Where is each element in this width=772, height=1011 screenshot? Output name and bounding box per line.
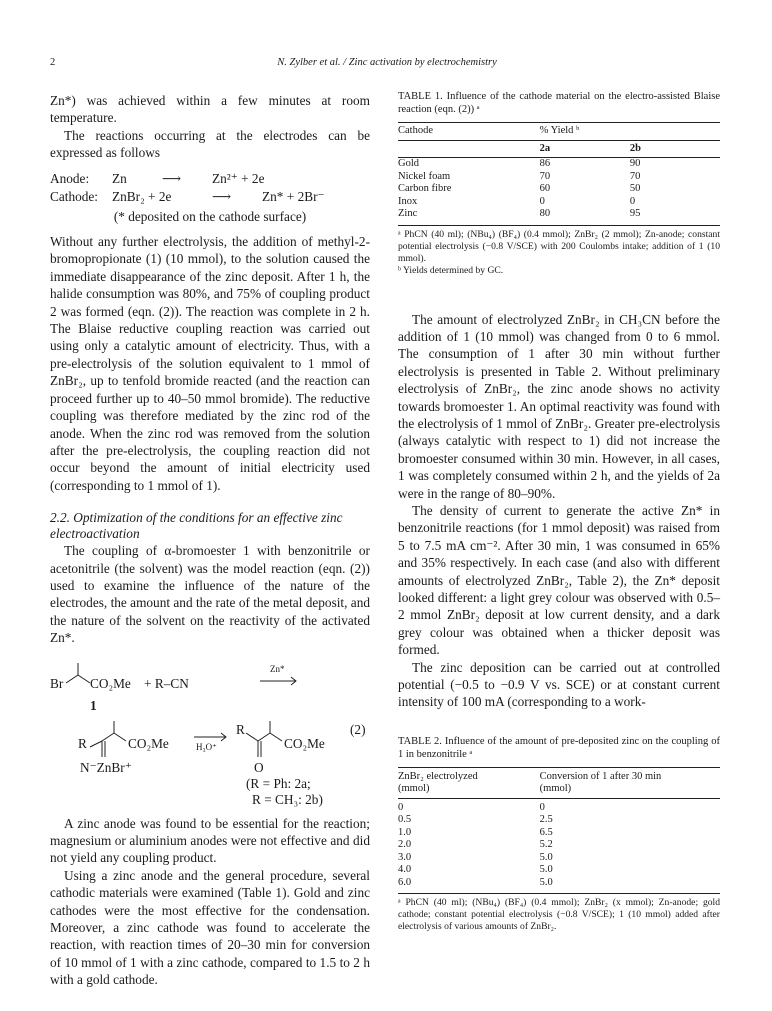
cell: 1.0 [398,826,412,838]
table-row [398,798,720,814]
deposit-note: (* deposited on the cathode surface) [113,208,307,224]
paragraph: The density of current to generate the active Zn* in benzonitrile reactions (for 1 mmol deposit) was raised from 5 to 7.5 mA cm⁻². After 30 min, 1 was consumed in 65% and 35% respectively. In each case (and also with different amounts of electrolyzed ZnBr₂, Table 2), the Zn* deposit looked different: a light grey colour was observed with 0.5–2 mmol ZnBr₂ deposit at low current density, and a dark grey colour was obtained when a thicker deposit was formed. [398,502,720,658]
paragraph: Using a zinc anode and the general procedure, several cathodic materials were examined (Table 1). Gold and zinc cathodes were the most effective for the condensation. Moreover, a zinc cathode was found to accelerate the reaction, with reaction times of 20–30 min for conversion of 10 mmol of 1 with a zinc cathode, compared to 1.5 to 2 h with a gold cathode. [50,867,370,988]
equation-number: (2) [350,721,366,737]
cell: 6.0 [398,876,412,888]
running-title: N. Zylber et al. / Zinc activation by electrochemistry [277,57,497,68]
cell: 2.0 [398,839,412,851]
cell: 86 [539,158,551,169]
table-row [398,852,720,865]
cell: 2.5 [539,814,553,826]
cathode-rhs: Zn* + 2Br⁻ [262,188,325,204]
anode-equation [50,170,370,188]
cell: 90 [629,158,641,169]
cell: Zinc [398,208,418,219]
r-group-right: R [236,721,245,737]
cathode-equation [50,188,370,206]
table-row [398,171,720,184]
header-line: ZnBr₂ electrolyzed [398,770,478,782]
nitrile-reactant: + R–CN [144,675,189,691]
cell: 0 [398,801,404,813]
condition-2b: R = CH₃: 2b) [252,791,323,807]
table-row [398,208,720,221]
column-header: Cathode [398,125,433,136]
running-header [50,57,724,71]
page-number: 2 [50,57,56,68]
cell: 70 [629,170,641,182]
table-row [398,839,720,852]
anode-label: Anode: [50,170,90,186]
paragraph: The coupling of α-bromoester 1 with benzonitrile or acetonitrile (the solvent) was the model reaction (eqn. (2)) used to examine the influence of the nature of the electrodes, the amount and the rate of the metal deposit, and the nature of the solvent on the reactivity of the activated Zn*. [50,543,370,646]
table-row [398,183,720,196]
table-1-caption: TABLE 1. Influence of the cathode material on the electro-assisted Blaise reaction (eqn. (2)) ᵃ [398,91,720,115]
table-row [398,196,720,209]
cell: 70 [539,170,551,182]
table-1-grid [398,122,720,221]
zinc-reagent: Zn* [270,663,285,674]
carbonyl-oxygen: O [254,759,264,775]
cell: 50 [629,183,641,194]
table-2-footnotes [398,893,720,933]
cell: 5.0 [539,851,553,863]
ester-right: CO₂Me [284,735,325,751]
reaction-scheme [50,661,370,807]
paragraph: Without any further electrolysis, the addition of methyl-2-bromopropionate (1) (10 mmol), to the solution caused the immediate disappearance of the zinc deposit. After 1 h, the halide consumption was 80%, and 75% of coupling product 2 was formed (eqn. (2)). The reaction was complete in 2 h. The Blaise reductive coupling reaction was carried out using only a catalytic amount of electricity. Thus, with a pre-electrolysis of the solution equivalent to 1 mmol of ZnBr₂, up to tenfold bromide reacted (and the reaction can proceed further up to 40–50 mmol bromide). The reductive coupling was therefore mediated by the zinc rod of the anode. When the zinc rod was removed from the solution after the pre-electrolysis, the coupling reaction did not occur beyond the amount of initial electricity used (corresponding to 1 mmol of 1). [50,234,370,493]
column-header: 2b [630,140,720,158]
imine-label: N⁻ZnBr⁺ [80,759,132,775]
paragraph: The reactions occurring at the electrodes can be expressed as follows [50,127,370,161]
anode-rhs: Zn²⁺ + 2e [212,170,265,186]
table-2 [398,735,720,934]
anode-arrow: ⟶ [162,170,182,186]
cell: 0.5 [398,814,412,826]
bond-line [66,675,78,683]
ester-label: CO₂Me [90,675,131,691]
cell: Inox [398,195,418,207]
cell: Carbon fibre [398,183,452,194]
footnote: ᵃ PhCN (40 ml); (NBu₄) (BF₄) (0.4 mmol); ZnBr₂ (2 mmol); Zn-anode; constant potential electrolysis (−0.8 V/SCE) with 200 Coulombs intake; addition of 1 (10 mmol). [398,228,720,264]
cell: 0 [539,801,545,813]
ester-left: CO₂Me [128,735,169,751]
table-row [398,158,720,171]
bond-line [246,733,258,741]
cell: 6.5 [539,826,553,838]
bond-line [78,675,90,683]
condition-2a: (R = Ph: 2a; [246,775,311,791]
left-column [50,92,370,989]
bond-line [270,733,282,741]
section-heading: 2.2. Optimization of the conditions for an effective zinc electroactivation [50,510,343,542]
r-group-left: R [78,735,87,751]
header-line: Conversion of 1 after 30 min [539,770,662,782]
cell: 3.0 [398,851,412,863]
paragraph: A zinc anode was found to be essential for the reaction; magnesium or aluminium anodes were not effective and did not yield any coupling product. [50,815,370,866]
cathode-arrow: ⟶ [212,188,232,204]
header-line: (mmol) [398,783,430,795]
cell: 5.2 [539,839,553,851]
electrode-equations [50,170,370,206]
cell: Gold [398,158,419,169]
bond-line [90,741,102,747]
bond-line [102,733,114,741]
cell: 95 [629,208,641,219]
header-line: (mmol) [539,783,572,795]
cell: 60 [539,183,551,194]
table-1 [398,90,720,277]
column-header [398,140,540,158]
cell: 0 [629,195,636,207]
column-header [398,767,540,798]
cell: 5.0 [539,864,553,876]
column-header [540,767,720,798]
table-2-caption: TABLE 2. Influence of the amount of pre-deposited zinc on the coupling of 1 in benzonitrile ᵃ [398,735,720,760]
paragraph: The amount of electrolyzed ZnBr₂ in CH₃CN before the addition of 1 (10 mmol) was changed from 0 to 6 mmol. The consumption of 1 after 30 min without further electrolysis is presented in Table 2. Without preliminary electrolysis of ZnBr₂, the zinc anode shows no activity towards bromoester 1. An optimal reactivity was found with the electrolysis of 1 mmol of ZnBr₂. Greater pre-electrolysis (always catalytic with respect to 1) did not increase the bromoester consumed within 30 min. However, in all cases, 1 was completely consumed within 2 h, and the yields of 2a were in the range of 80–90%. [398,311,720,501]
compound-label: 1 [90,697,97,713]
right-column [398,90,720,933]
cell: 0 [539,195,545,207]
table-row [398,864,720,877]
bond-line [258,733,270,741]
cell: 5.0 [539,876,553,888]
footnote: ᵇ Yields determined by GC. [398,264,504,276]
table-row [398,827,720,840]
paragraph: Zn*) was achieved within a few minutes at room temperature. [50,93,370,126]
hydrolysis-reagent: H₃O⁺ [196,741,217,752]
cathode-label: Cathode: [50,188,99,204]
footnote: ᵃ PhCN (40 ml); (NBu₄) (BF₄) (0.4 mmol); ZnBr₂ (x mmol); Zn-anode; gold cathode; constant potential electrolysis (−0.8 V/SCE); 1 (10 mmol) added after electrolysis of various amounts of ZnBr₂. [398,897,720,933]
paragraph: The zinc deposition can be carried out at controlled potential (−0.5 to −0.9 V vs. SCE) or at constant current intensity of 100 mA (corresponding to a work- [398,659,720,710]
column-header: 2a [540,140,630,158]
bromine-label: Br [50,675,64,691]
bond-line [114,733,126,741]
anode-lhs: Zn [112,170,127,186]
cell: 80 [539,208,551,219]
table-2-grid [398,767,720,890]
cell: 4.0 [398,864,412,876]
column-header: % Yield ᵇ [539,125,580,136]
cathode-lhs: ZnBr₂ + 2e [112,188,172,204]
table-row [398,814,720,827]
table-row [398,877,720,890]
cell: Nickel foam [398,170,451,182]
table-1-footnotes [398,225,720,277]
